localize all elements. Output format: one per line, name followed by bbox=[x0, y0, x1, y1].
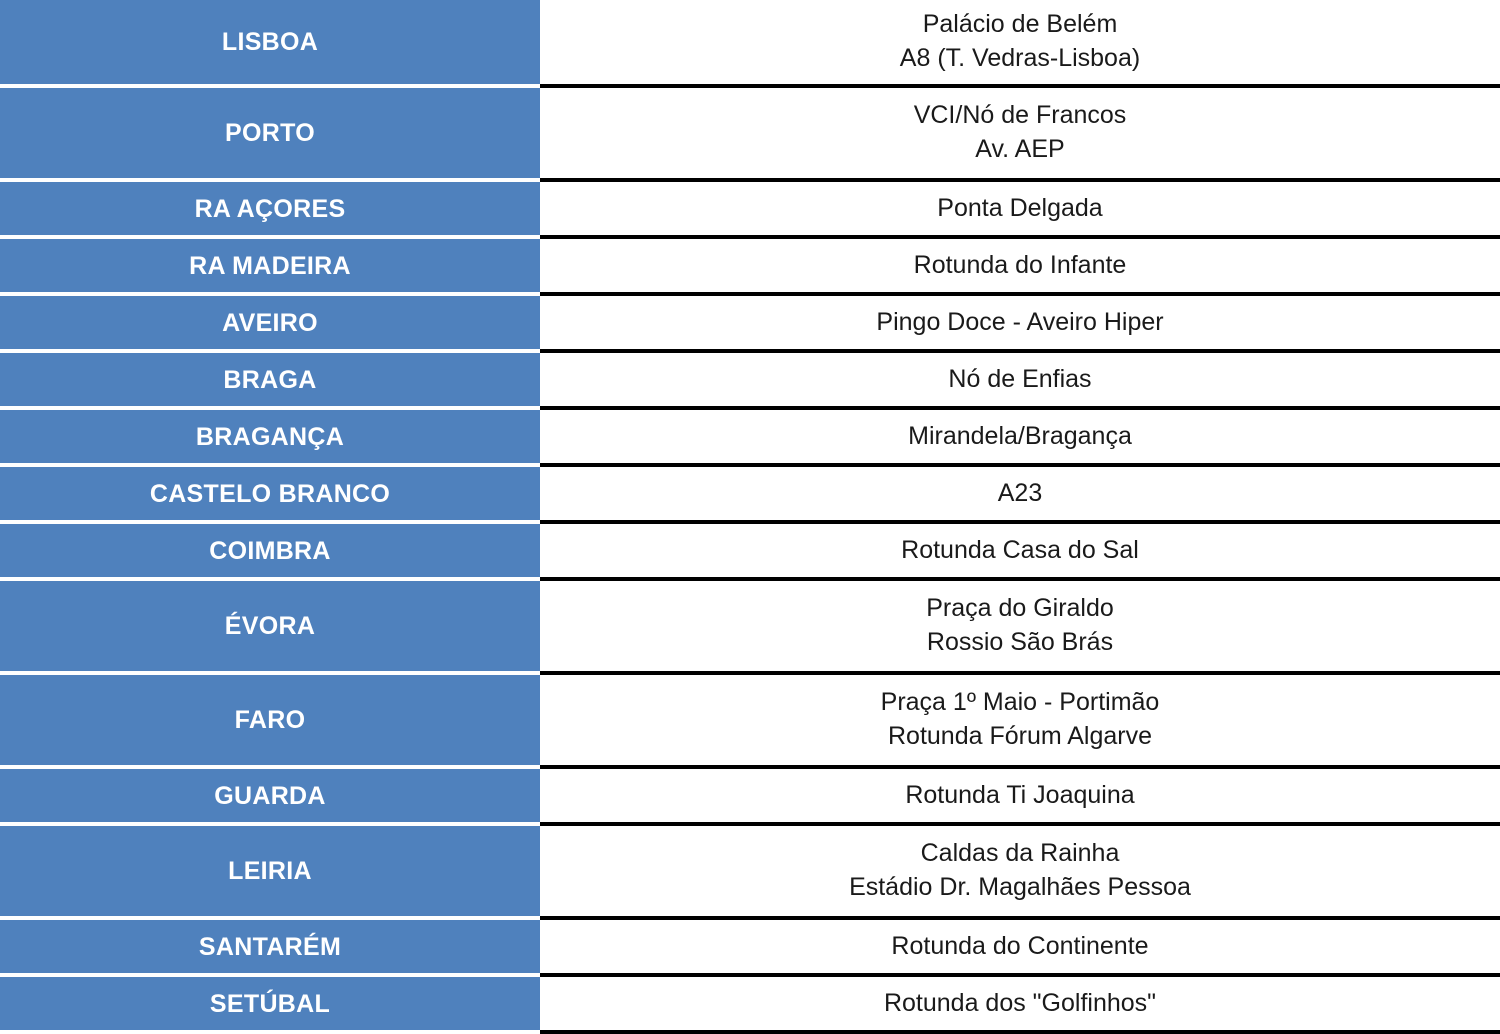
location-line: Praça do Giraldo bbox=[926, 594, 1114, 623]
district-cell bbox=[0, 579, 540, 673]
table-row bbox=[0, 351, 1500, 408]
location-line: Rossio São Brás bbox=[926, 628, 1114, 656]
location-line: Rotunda do Continente bbox=[891, 931, 1149, 960]
location-line: A23 bbox=[997, 478, 1043, 507]
location-line: Mirandela/Bragança bbox=[908, 421, 1132, 450]
location-cell bbox=[540, 86, 1500, 180]
district-label: CASTELO BRANCO bbox=[149, 479, 391, 508]
location-cell bbox=[540, 237, 1500, 294]
location-line: Ponta Delgada bbox=[937, 193, 1103, 222]
table-row bbox=[0, 767, 1500, 824]
district-label: LEIRIA bbox=[228, 857, 312, 885]
location-line: Pingo Doce - Aveiro Hiper bbox=[876, 307, 1164, 336]
table-row bbox=[0, 918, 1500, 975]
table-row bbox=[0, 408, 1500, 465]
district-cell bbox=[0, 180, 540, 237]
district-label: LISBOA bbox=[221, 28, 319, 56]
location-cell bbox=[540, 579, 1500, 673]
district-cell bbox=[0, 522, 540, 579]
district-label: ÉVORA bbox=[224, 612, 316, 640]
district-label: BRAGA bbox=[223, 365, 317, 394]
table-row bbox=[0, 180, 1500, 237]
location-cell bbox=[540, 0, 1500, 86]
location-line: Caldas da Rainha bbox=[920, 839, 1120, 868]
district-label: SETÚBAL bbox=[209, 989, 331, 1018]
location-cell bbox=[540, 918, 1500, 975]
location-cell bbox=[540, 522, 1500, 579]
location-cell bbox=[540, 824, 1500, 918]
location-line: Rotunda do Infante bbox=[913, 250, 1127, 279]
location-cell bbox=[540, 408, 1500, 465]
location-line: Estádio Dr. Magalhães Pessoa bbox=[849, 873, 1191, 901]
location-line: Rotunda Casa do Sal bbox=[901, 535, 1139, 564]
district-cell bbox=[0, 408, 540, 465]
district-cell bbox=[0, 237, 540, 294]
district-cell bbox=[0, 975, 540, 1032]
table-row bbox=[0, 522, 1500, 579]
table-row bbox=[0, 673, 1500, 767]
location-line: Rotunda Fórum Algarve bbox=[887, 722, 1153, 750]
district-cell bbox=[0, 767, 540, 824]
location-line: Rotunda dos "Golfinhos" bbox=[883, 988, 1157, 1017]
district-cell bbox=[0, 294, 540, 351]
location-cell bbox=[540, 351, 1500, 408]
district-label: COIMBRA bbox=[209, 536, 331, 565]
location-line: VCI/Nó de Francos bbox=[913, 101, 1127, 130]
district-cell bbox=[0, 351, 540, 408]
district-label: FARO bbox=[234, 706, 306, 734]
district-label: GUARDA bbox=[214, 781, 326, 810]
district-cell bbox=[0, 673, 540, 767]
district-cell bbox=[0, 86, 540, 180]
location-line: Nó de Enfias bbox=[948, 364, 1092, 393]
location-cell bbox=[540, 465, 1500, 522]
district-cell bbox=[0, 465, 540, 522]
district-cell bbox=[0, 918, 540, 975]
district-label: RA AÇORES bbox=[194, 194, 346, 223]
district-label: SANTARÉM bbox=[198, 932, 342, 961]
location-cell bbox=[540, 767, 1500, 824]
location-line: Av. AEP bbox=[975, 135, 1065, 163]
table-row bbox=[0, 579, 1500, 673]
location-cell bbox=[540, 673, 1500, 767]
table-row bbox=[0, 237, 1500, 294]
location-line: Palácio de Belém bbox=[922, 10, 1118, 39]
location-cell bbox=[540, 180, 1500, 237]
district-cell bbox=[0, 824, 540, 918]
district-label: AVEIRO bbox=[222, 308, 318, 337]
table-row bbox=[0, 294, 1500, 351]
location-line: A8 (T. Vedras-Lisboa) bbox=[899, 44, 1141, 72]
location-cell bbox=[540, 294, 1500, 351]
district-cell bbox=[0, 0, 540, 86]
table-row bbox=[0, 465, 1500, 522]
table-row bbox=[0, 824, 1500, 918]
district-label: BRAGANÇA bbox=[195, 422, 345, 451]
location-line: Praça 1º Maio - Portimão bbox=[880, 688, 1160, 717]
location-line: Rotunda Ti Joaquina bbox=[905, 780, 1135, 809]
location-cell bbox=[540, 975, 1500, 1032]
table-row bbox=[0, 0, 1500, 86]
table-row bbox=[0, 86, 1500, 180]
district-label: RA MADEIRA bbox=[189, 251, 351, 280]
table-row bbox=[0, 975, 1500, 1032]
district-label: PORTO bbox=[225, 119, 315, 147]
